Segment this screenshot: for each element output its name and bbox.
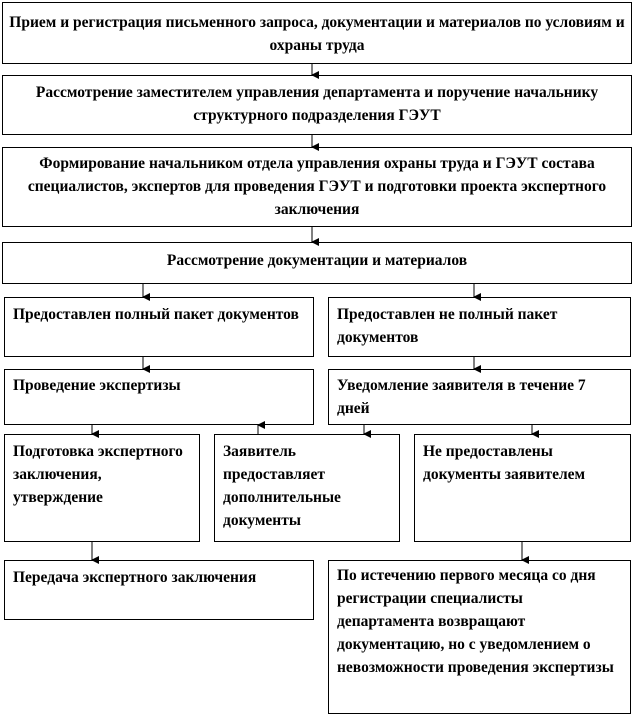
- box-additional-documents-text: Заявитель предоставляет дополнительные документы: [223, 443, 341, 529]
- box-conclusion-preparation-text: Подготовка экспертного заключения, утверждение: [13, 443, 183, 506]
- box-documents-not-provided-text: Не предоставлены документы заявителем: [423, 443, 586, 483]
- box-incomplete-package-text: Предоставлен не полный пакет документов: [337, 306, 558, 346]
- box-documents-return-text: По истечению первого месяца со дня регистрации специалисты департамента возвращают документацию, но с уведомлением о невозможности проведения экспертизы: [337, 567, 614, 676]
- box-request-registration-text: Прием и регистрация письменного запроса, документации и материалов по условиям и охраны труда: [9, 14, 625, 54]
- box-expertise-text: Проведение экспертизы: [13, 377, 181, 394]
- box-documents-review-text: Рассмотрение документации и материалов: [166, 252, 468, 269]
- box-conclusion-transfer-text: Передача экспертного заключения: [13, 569, 257, 586]
- box-team-formation-text: Формирование начальником отдела управления охраны труда и ГЭУТ состава специалистов, экспертов для проведения ГЭУТ и подготовки проекта экспертного заключения: [27, 155, 607, 218]
- box-full-package-text: Предоставлен полный пакет документов: [13, 306, 299, 323]
- box-applicant-notice-text: Уведомление заявителя в течение 7 дней: [337, 377, 586, 417]
- box-deputy-review-text: Рассмотрение заместителем управления департамента и поручение начальнику структурного подразделения ГЭУТ: [35, 84, 599, 124]
